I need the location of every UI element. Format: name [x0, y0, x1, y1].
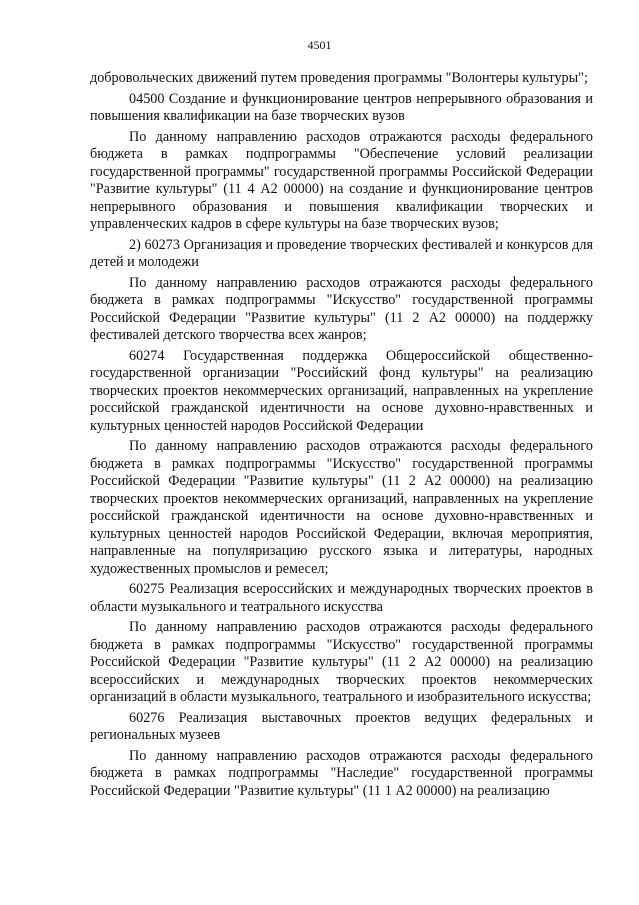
paragraph-description: По данному направлению расходов отражаются расходы федерального бюджета в рамках подпрограммы "Искусство" государственной программы Российской Федерации "Развитие культуры" (11 2 А2 00000) на реализацию творческих проектов некоммерческих организаций, направленных на укрепление российской гражданской идентичности на основе духовно-нравственных и культурных ценностей народов Российской Федерации, включая мероприятия, направленные на популяризацию русского языка и литературы, народных художественных промыслов и ремесел;	[90, 438, 593, 577]
paragraph-code-60274: 60274 Государственная поддержка Общероссийской общественно-государственной организации "Российский фонд культуры" на реализацию творческих проектов некоммерческих организаций, направленных на укрепление российской гражданской идентичности на основе духовно-нравственных и культурных ценностей народов Российской Федерации	[90, 347, 593, 434]
paragraph-description: По данному направлению расходов отражаются расходы федерального бюджета в рамках подпрограммы "Искусство" государственной программы Российской Федерации "Развитие культуры" (11 2 А2 00000) на поддержку фестивалей детского творчества всех жанров;	[90, 274, 593, 343]
paragraph-description: По данному направлению расходов отражаются расходы федерального бюджета в рамках подпрограммы "Искусство" государственной программы Российской Федерации "Развитие культуры" (11 2 А2 00000) на реализацию всероссийских и международных творческих проектов некоммерческих организаций в области музыкального, театрального и изобразительного искусства;	[90, 619, 593, 705]
document-body	[90, 70, 593, 803]
paragraph-code-60273: 2) 60273 Организация и проведение творческих фестивалей и конкурсов для детей и молодежи	[90, 236, 593, 270]
paragraph-code-60275: 60275 Реализация всероссийских и международных творческих проектов в области музыкального и театрального искусства	[90, 581, 593, 615]
paragraph-continuation: добровольческих движений путем проведения программы "Волонтеры культуры";	[90, 70, 588, 86]
paragraph-code-60276: 60276 Реализация выставочных проектов ведущих федеральных и региональных музеев	[90, 709, 593, 743]
paragraph-code-04500: 04500 Создание и функционирование центров непрерывного образования и повышения квалификации на базе творческих вузов	[90, 90, 593, 124]
paragraph-description: По данному направлению расходов отражаются расходы федерального бюджета в рамках подпрограммы "Обеспечение условий реализации государственной программы" государственной программы Российской Федерации "Развитие культуры" (11 4 А2 00000) на создание и функционирование центров непрерывного образования и повышения квалификации творческих и управленческих кадров в сфере культуры на базе творческих вузов;	[90, 128, 593, 232]
page-number: 4501	[307, 38, 332, 52]
paragraph-description: По данному направлению расходов отражаются расходы федерального бюджета в рамках подпрограммы "Наследие" государственной программы Российской Федерации "Развитие культуры" (11 1 А2 00000) на реализацию	[90, 747, 593, 799]
